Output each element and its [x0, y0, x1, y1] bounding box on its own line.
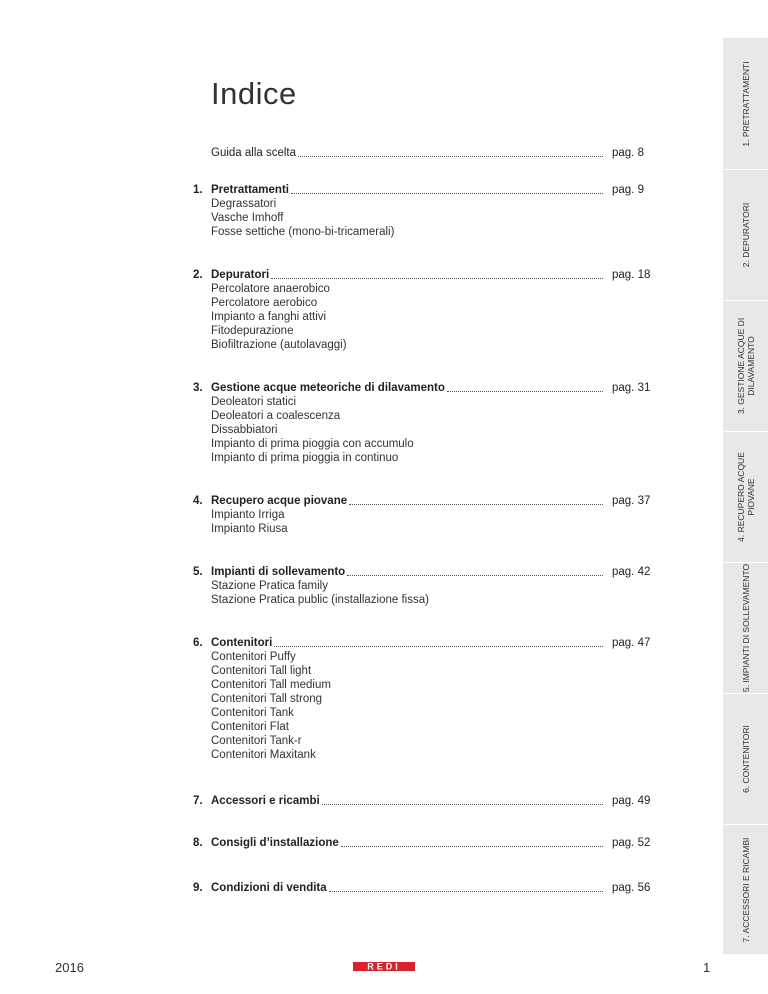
subitem: Contenitori Tank	[211, 707, 294, 719]
tab-label: 5. IMPIANTI DI SOLLEVAMENTO	[740, 563, 751, 693]
section-number: 9.	[193, 882, 203, 894]
toc-intro-label: Guida alla scelta	[211, 147, 297, 159]
section-title: Recupero acque piovane	[211, 495, 348, 507]
leader-dots	[341, 846, 603, 847]
section-title: Impianti di sollevamento	[211, 566, 346, 578]
subitem: Percolatore anaerobico	[211, 283, 330, 295]
tab-contenitori[interactable]	[723, 694, 768, 825]
subitem: Deoleatori statici	[211, 396, 297, 408]
toc-section-accessori[interactable]	[193, 794, 655, 808]
redi-logo	[353, 962, 415, 971]
footer-year: 2016	[55, 960, 84, 975]
section-number: 1.	[193, 184, 203, 196]
section-page: pag. 56	[612, 882, 651, 894]
toc-section-depuratori[interactable]	[193, 268, 655, 352]
section-number: 5.	[193, 566, 203, 578]
tab-recupero-acque[interactable]	[723, 432, 768, 563]
subitem: Contenitori Puffy	[211, 651, 296, 663]
section-number: 4.	[193, 495, 203, 507]
section-page: pag. 31	[612, 382, 651, 394]
subitem: Contenitori Maxitank	[211, 749, 316, 761]
subitem: Impianto di prima pioggia con accumulo	[211, 438, 414, 450]
leader-dots	[329, 891, 603, 892]
tab-label: 2. DEPURATORI	[740, 202, 751, 268]
subitem: Impianto a fanghi attivi	[211, 311, 327, 323]
section-title: Contenitori	[211, 637, 273, 649]
subitem: Contenitori Flat	[211, 721, 289, 733]
leader-dots	[447, 391, 603, 392]
tab-label: 6. CONTENITORI	[740, 725, 751, 793]
subitem: Stazione Pratica public (installazione fissa)	[211, 594, 429, 606]
tab-impianti-sollevamento[interactable]	[723, 563, 768, 694]
section-title: Condizioni di vendita	[211, 882, 327, 894]
subitem: Stazione Pratica family	[211, 580, 328, 592]
leader-dots	[349, 504, 603, 505]
subitem: Deoleatori a coalescenza	[211, 410, 341, 422]
section-number: 2.	[193, 269, 203, 281]
subitem: Contenitori Tank-r	[211, 735, 302, 747]
toc-section-impianti-sollevamento[interactable]	[193, 565, 655, 607]
section-page: pag. 42	[612, 566, 651, 578]
leader-dots	[322, 804, 603, 805]
tab-accessori[interactable]	[723, 825, 768, 954]
section-number: 3.	[193, 382, 203, 394]
logo-text: REDI	[367, 962, 401, 971]
subitem: Dissabbiatori	[211, 424, 278, 436]
subitem: Percolatore aerobico	[211, 297, 318, 309]
subitem: Degrassatori	[211, 198, 277, 210]
leader-dots	[291, 193, 603, 194]
toc-section-pretrattamenti[interactable]	[193, 183, 655, 239]
toc-section-recupero-acque[interactable]	[193, 494, 655, 536]
subitem: Vasche Imhoff	[211, 212, 284, 224]
subitem: Biofiltrazione (autolavaggi)	[211, 339, 347, 351]
tab-pretrattamenti[interactable]	[723, 38, 768, 170]
section-title: Gestione acque meteoriche di dilavamento	[211, 382, 445, 394]
tab-label: 4. RECUPERO ACQUE	[735, 452, 746, 542]
section-page: pag. 47	[612, 637, 651, 649]
tab-label-line2: PIOVANE	[745, 478, 756, 516]
subitem: Fosse settiche (mono-bi-tricamerali)	[211, 226, 395, 238]
section-page: pag. 49	[612, 795, 651, 807]
subitem: Impianto Irriga	[211, 509, 285, 521]
section-number: 6.	[193, 637, 203, 649]
subitem: Fitodepurazione	[211, 325, 294, 337]
section-title: Accessori e ricambi	[211, 795, 320, 807]
section-title: Consigli d’installazione	[211, 837, 339, 849]
toc-intro-page: pag. 8	[612, 147, 644, 159]
page-title: Indice	[211, 76, 297, 111]
section-page: pag. 37	[612, 495, 651, 507]
toc-section-condizioni[interactable]	[193, 881, 655, 895]
tab-label: 7. ACCESSORI E RICAMBI	[740, 837, 751, 942]
leader-dots	[298, 156, 603, 157]
section-title: Pretrattamenti	[211, 184, 289, 196]
tab-depuratori[interactable]	[723, 170, 768, 301]
toc-section-consigli[interactable]	[193, 836, 655, 850]
subitem: Contenitori Tall medium	[211, 679, 331, 691]
section-tabs-sidebar	[723, 38, 768, 954]
footer-page-number: 1	[703, 960, 711, 975]
subitem: Impianto di prima pioggia in continuo	[211, 452, 399, 464]
toc-section-gestione-acque[interactable]	[193, 381, 655, 465]
section-page: pag. 9	[612, 184, 644, 196]
tab-gestione-acque[interactable]	[723, 301, 768, 432]
section-number: 7.	[193, 795, 203, 807]
subitem: Contenitori Tall strong	[211, 693, 323, 705]
tab-label: 3. GESTIONE ACQUE DI	[735, 317, 746, 415]
tab-label-line2: DILAVAMENTO	[745, 336, 756, 396]
section-page: pag. 52	[612, 837, 651, 849]
leader-dots	[271, 278, 603, 279]
section-title: Depuratori	[211, 269, 270, 281]
tab-label: 1. PRETRATTAMENTI	[740, 60, 751, 147]
subitem: Impianto Riusa	[211, 523, 288, 535]
leader-dots	[347, 575, 603, 576]
section-page: pag. 18	[612, 269, 651, 281]
toc-intro[interactable]	[193, 146, 655, 160]
section-number: 8.	[193, 837, 203, 849]
leader-dots	[274, 646, 603, 647]
toc-section-contenitori[interactable]	[193, 636, 655, 762]
subitem: Contenitori Tall light	[211, 665, 312, 677]
